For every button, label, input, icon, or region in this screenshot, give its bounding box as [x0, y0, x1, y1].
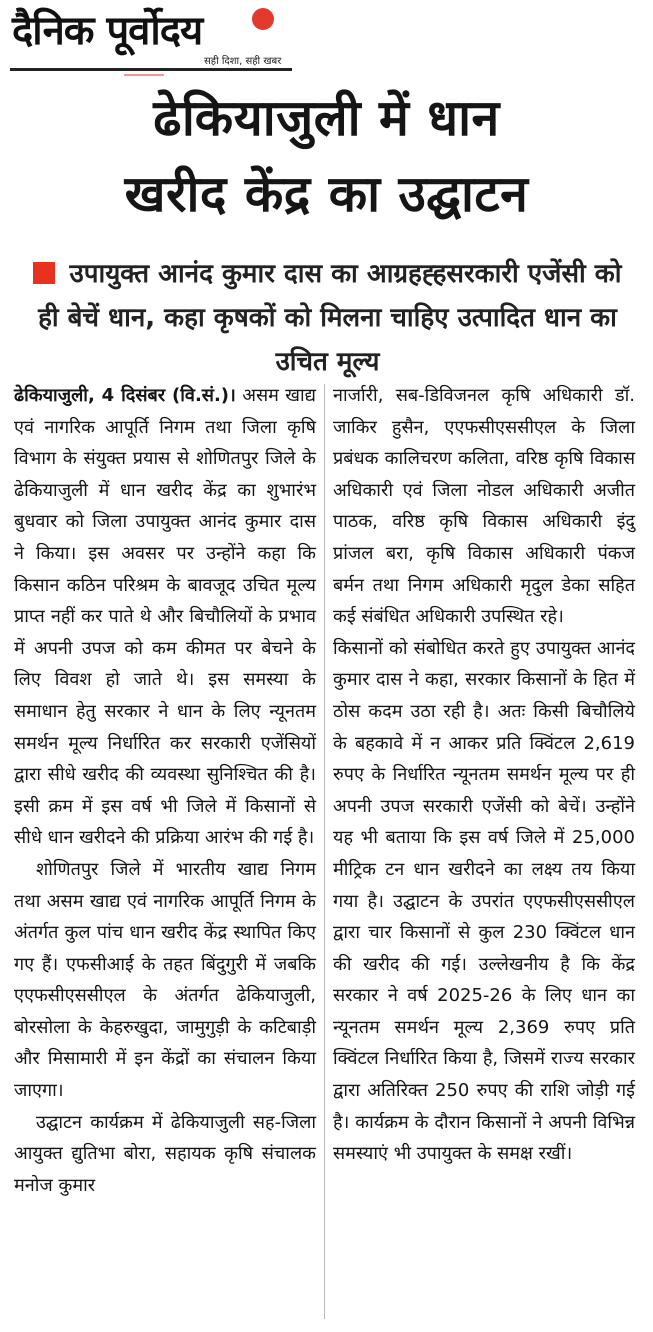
article-text: असम खाद्य एवं नागरिक आपूर्ति निगम तथा जिला कृषि विभाग के संयुक्त प्रयास से शोणितपुर जिले के ढेकियाजुली में धान खरीद केंद्र का शुभारंभ बुधवार को जिला उपायुक्त आनंद कुमार दास ने किया। इस अवसर पर उन्होंने कहा कि किसान कठिन परिश्रम के बावजूद उचित मूल्य प्राप्त नहीं कर पाते थे और बिचौलियों के प्रभाव में अपनी उपज को कम कीमत पर बेचने के लिए विवश हो जाते थे। इस समस्या के समाधान हेतु सरकार ने धान के लिए न्यूनतम समर्थन मूल्य निर्धारित कर सरकारी एजेंसियों द्वारा सीधे खरीद की व्यवस्था सुनिश्चित की है। इसी क्रम में इस वर्ष भी जिले में किसानों से सीधे धान खरीदने की प्रक्रिया आरंभ की गई है।: [14, 385, 316, 849]
dateline: ढेकियाजुली, 4 दिसंबर (वि.सं.)।: [14, 385, 236, 406]
article-paragraph: [14, 380, 316, 854]
headline: [0, 80, 653, 232]
subheadline: [20, 252, 635, 384]
masthead: [8, 4, 298, 74]
newspaper-tagline: सही दिशा, सही खबर: [204, 56, 282, 67]
column-divider: [324, 384, 325, 1319]
logo-red-dot: [252, 8, 274, 30]
masthead-fine-print: [124, 74, 164, 76]
article-column-2: [333, 380, 635, 1170]
article-paragraph: उद्घाटन कार्यक्रम में ढेकियाजुली सह-जिला आयुक्त द्युतिभा बोरा, सहायक कृषि संचालक मनोज कुमार: [14, 1111, 316, 1196]
article-column-1: [14, 380, 316, 1201]
article-paragraph: शोणितपुर जिले में भारतीय खाद्य निगम तथा असम खाद्य एवं नागरिक आपूर्ति निगम के अंतर्गत कुल पांच धान खरीद केंद्र स्थापित किए गए हैं। एफसीआई के तहत बिंदुगुरी में जबकि एएफसीएससीएल के अंतर्गत ढेकियाजुली, बोरसोला के केहरुखुदा, जामुगुड़ी के कटिबाड़ी और मिसामारी में इन केंद्रों का संचालन किया जाएगा।: [14, 858, 316, 1102]
newspaper-logo: दैनिक पूर्वोदय: [12, 8, 203, 54]
article-paragraph: किसानों को संबोधित करते हुए उपायुक्त आनंद कुमार दास ने कहा, सरकार किसानों के हित में ठोस कदम उठा रही है। अतः किसी बिचौलिये के बहकावे में न आकर प्रति क्विंटल 2,619 रुपए के निर्धारित न्यूनतम समर्थन मूल्य पर ही अपनी उपज सरकारी एजेंसी को बेचें। उन्होंने यह भी बताया कि इस वर्ष जिले में 25,000 मीट्रिक टन धान खरीदने का लक्ष्य तय किया गया है। उद्घाटन के उपरांत एएफसीएससीएल द्वारा चार किसानों से कुल 230 क्विंटल धान की खरीद की गई। उल्लेखनीय है कि केंद्र सरकार ने वर्ष 2025-26 के लिए धान का न्यूनतम समर्थन मूल्य 2,369 रुपए प्रति क्विंटल निर्धारित किया है, जिसमें राज्य सरकार द्वारा अतिरिक्त 250 रुपए की राशि जोड़ी गई है। कार्यक्रम के दौरान किसानों ने अपनी विभिन्न समस्याएं भी उपायुक्त के समक्ष रखीं।: [333, 637, 635, 1165]
headline-line-1: ढेकियाजुली में धान: [153, 89, 500, 147]
masthead-rule: [10, 68, 292, 71]
red-square-bullet-icon: [33, 262, 55, 284]
headline-line-2: खरीद केंद्र का उद्घाटन: [124, 165, 529, 223]
article-paragraph: नार्जारी, सब-डिविजनल कृषि अधिकारी डॉ. जाकिर हुसैन, एएफसीएससीएल के जिला प्रबंधक कालिचरण कलिता, वरिष्ठ कृषि विकास अधिकारी एवं जिला नोडल अधिकारी अजीत पाठक, वरिष्ठ कृषि विकास अधिकारी इंदु प्रांजल बरा, कृषि विकास अधिकारी पंकज बर्मन तथा निगम अधिकारी मृदुल डेका सहित कई संबंधित अधिकारी उपस्थित रहे।: [333, 385, 635, 628]
subheadline-text: उपायुक्त आनंद कुमार दास का आग्रहह्हसरकारी एजेंसी को ही बेचें धान, कहा कृषकों को मिलना चाहिए उत्पादित धान का उचित मूल्य: [38, 259, 622, 377]
